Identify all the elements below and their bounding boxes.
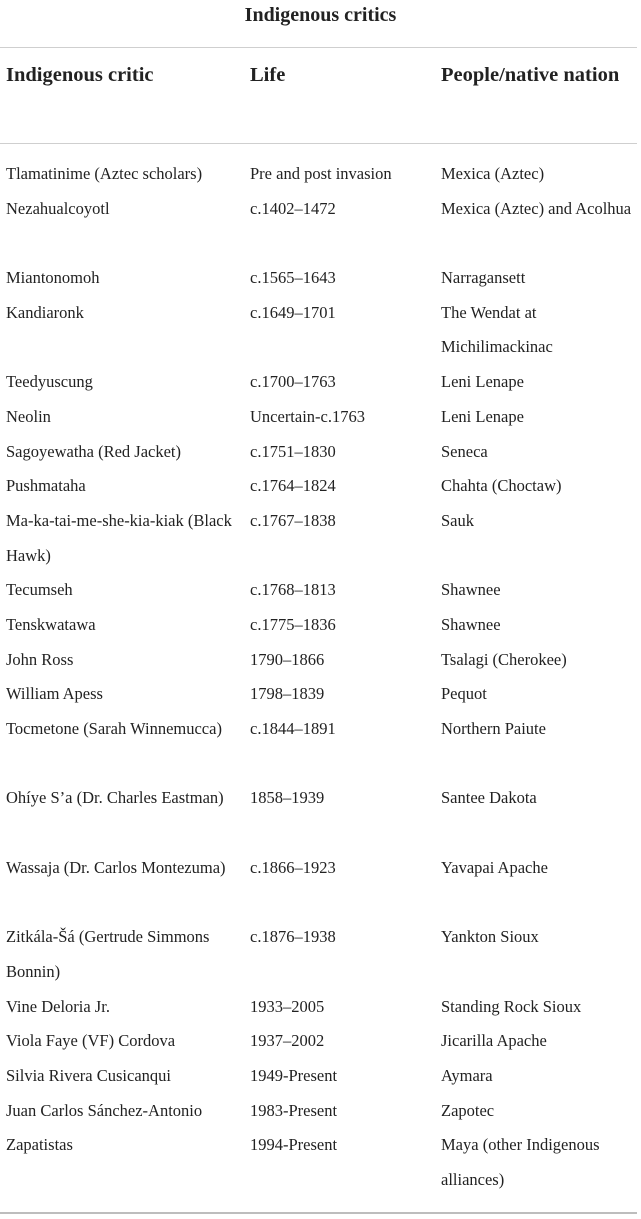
critic-name-cell: Zapatistas: [6, 1135, 73, 1155]
critic-name-cell: Tenskwatawa: [6, 614, 96, 634]
table-row: [0, 1059, 641, 1094]
table-row: [0, 1094, 641, 1129]
header-indigenous-critic: Indigenous critic: [6, 64, 154, 86]
life-cell: c.1700–1763: [250, 372, 336, 392]
life-cell: 1858–1939: [250, 788, 325, 808]
critic-name-cell: Sagoyewatha (Red Jacket): [6, 441, 182, 461]
table-row: [0, 296, 641, 365]
life-cell: 1937–2002: [250, 1031, 325, 1051]
critic-name-cell: Viola Faye (VF) Cordova: [6, 1031, 176, 1051]
nation-cell: Yankton Sioux: [441, 927, 539, 947]
critic-name-cell: Tlamatinime (Aztec scholars): [6, 164, 203, 183]
critic-name-cell: Ohíye S’a (Dr. Charles Eastman): [6, 788, 224, 808]
life-cell: c.1844–1891: [250, 719, 336, 739]
table-row: [0, 920, 641, 989]
table-row: [0, 573, 641, 608]
table-row: [0, 990, 641, 1025]
critic-name-cell: Tecumseh: [6, 580, 73, 600]
nation-cell: Seneca: [441, 441, 488, 461]
table-row: [0, 157, 641, 192]
nation-cell: Sauk: [441, 510, 474, 530]
table-row: [0, 504, 641, 573]
critic-name-cell: Kandiaronk: [6, 302, 84, 322]
nation-cell: Tsalagi (Cherokee): [441, 649, 567, 669]
life-cell: Uncertain-c.1763: [250, 406, 365, 426]
header-rule: [0, 143, 637, 144]
life-cell: c.1751–1830: [250, 441, 336, 461]
life-cell: c.1768–1813: [250, 580, 336, 600]
nation-cell: Narragansett: [441, 268, 526, 288]
critic-name-cell: Zitkála-Šá (Gertrude Simmons Bonnin): [6, 927, 210, 981]
nation-cell: Zapotec: [441, 1100, 495, 1120]
table-row: [0, 851, 641, 920]
nation-cell: Shawnee: [441, 580, 501, 600]
critic-name-cell: Miantonomoh: [6, 268, 100, 288]
nation-cell: Pequot: [441, 684, 487, 704]
nation-cell: Jicarilla Apache: [441, 1031, 547, 1051]
nation-cell: Leni Lenape: [441, 406, 524, 426]
life-cell: c.1775–1836: [250, 614, 336, 634]
life-cell: Pre and post invasion: [250, 164, 392, 183]
bottom-rule: [0, 1212, 637, 1214]
table-row: [0, 365, 641, 400]
nation-cell: Chahta (Choctaw): [441, 476, 562, 496]
critic-name-cell: Juan Carlos Sánchez-Antonio: [6, 1100, 203, 1120]
table-row: [0, 608, 641, 643]
critic-name-cell: Teedyuscung: [6, 372, 93, 392]
table-body: [0, 157, 641, 1198]
nation-cell: Mexica (Aztec) and Acolhua: [441, 198, 632, 218]
table-caption: Indigenous critics: [244, 4, 397, 26]
life-cell: c.1649–1701: [250, 302, 336, 322]
life-cell: c.1866–1923: [250, 857, 336, 877]
nation-cell: Maya (other Indigenous alliances): [441, 1135, 600, 1190]
table-row: [0, 469, 641, 504]
nation-cell: Standing Rock Sioux: [441, 996, 582, 1016]
life-cell: 1933–2005: [250, 996, 325, 1016]
table-row: [0, 192, 641, 261]
table-row: [0, 677, 641, 712]
nation-cell: Shawnee: [441, 614, 501, 634]
table-row: [0, 400, 641, 435]
header-people-native-nation: People/native nation: [441, 64, 620, 86]
critic-name-cell: John Ross: [6, 649, 74, 669]
table-row: [0, 1128, 641, 1197]
life-cell: c.1764–1824: [250, 476, 336, 496]
life-cell: 1949-Present: [250, 1065, 338, 1085]
life-cell: 1790–1866: [250, 649, 325, 669]
critic-name-cell: Vine Deloria Jr.: [6, 996, 110, 1016]
table-row: [0, 435, 641, 470]
top-rule: [0, 47, 637, 48]
life-cell: c.1402–1472: [250, 198, 336, 218]
critic-name-cell: Neolin: [6, 406, 51, 426]
critic-name-cell: Pushmataha: [6, 476, 86, 496]
table-row: [0, 643, 641, 678]
nation-cell: Yavapai Apache: [441, 857, 548, 877]
life-cell: c.1876–1938: [250, 927, 336, 947]
nation-cell: Mexica (Aztec): [441, 164, 545, 183]
critic-name-cell: William Apess: [6, 684, 103, 704]
critic-name-cell: Wassaja (Dr. Carlos Montezuma): [6, 857, 226, 877]
life-cell: 1994-Present: [250, 1135, 338, 1155]
table-row: [0, 781, 641, 850]
table-row: [0, 712, 641, 781]
life-cell: c.1565–1643: [250, 268, 336, 288]
life-cell: 1983-Present: [250, 1100, 338, 1120]
table-row: [0, 261, 641, 296]
nation-cell: Northern Paiute: [441, 719, 546, 739]
life-cell: 1798–1839: [250, 684, 325, 704]
critic-name-cell: Silvia Rivera Cusicanqui: [6, 1065, 171, 1085]
nation-cell: Aymara: [441, 1065, 493, 1085]
critic-name-cell: Tocmetone (Sarah Winnemucca): [6, 719, 222, 739]
nation-cell: The Wendat at Michilimackinac: [441, 302, 553, 357]
life-cell: c.1767–1838: [250, 510, 336, 530]
nation-cell: Leni Lenape: [441, 372, 524, 392]
critic-name-cell: Nezahualcoyotl: [6, 198, 110, 218]
table-row: [0, 1024, 641, 1059]
critic-name-cell: Ma-ka-tai-me-she-kia-kiak (Black Hawk): [6, 510, 232, 565]
nation-cell: Santee Dakota: [441, 788, 537, 808]
header-life: Life: [250, 64, 286, 86]
